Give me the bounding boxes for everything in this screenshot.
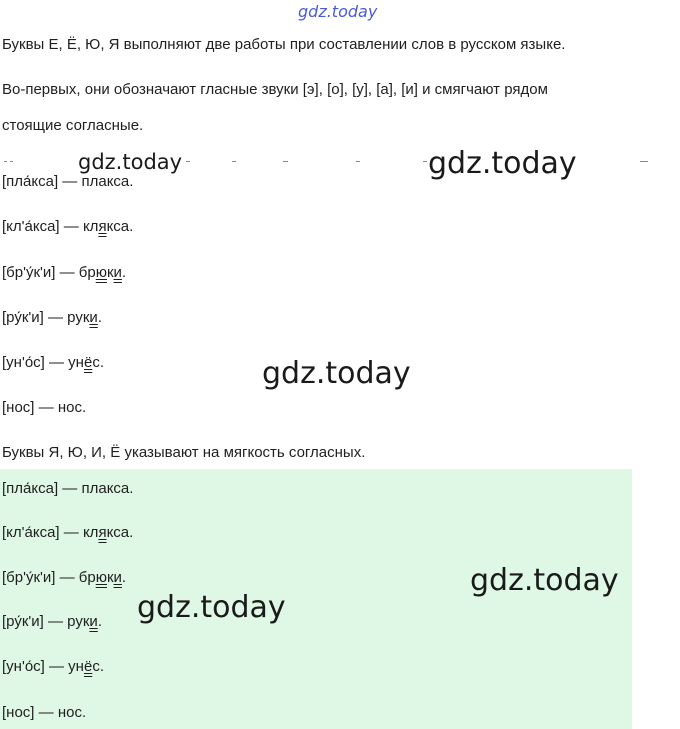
watermark: gdz.today	[137, 590, 286, 625]
dash: —	[43, 309, 68, 326]
transcription: [ун'о́с]	[2, 354, 45, 371]
dash: —	[55, 264, 79, 281]
dash: —	[59, 524, 83, 541]
intro-line-1: Буквы Е, Ё, Ю, Я выполняют две работы при составлении слов в русском языке.	[2, 36, 566, 53]
transcription: [нос]	[2, 399, 35, 416]
transcription: [ру́к'и]	[2, 309, 44, 326]
intro-line-3: стоящие согласные.	[2, 117, 144, 134]
marked-letter: и	[113, 264, 122, 281]
watermark: gdz.today	[78, 150, 183, 174]
word-part: .	[97, 309, 102, 326]
marked-letter: я	[98, 218, 107, 235]
word-part: рук	[67, 309, 90, 326]
word-part: бр	[78, 569, 96, 586]
watermark: gdz.today	[470, 563, 619, 598]
word-part: с.	[92, 658, 104, 675]
transcription: [нос]	[2, 704, 35, 721]
middle-note: Буквы Я, Ю, И, Ё указывают на мягкость согласных.	[2, 444, 366, 461]
example-row	[2, 172, 133, 192]
marked-letter: ю	[95, 264, 107, 281]
example-row	[2, 263, 126, 283]
marked-letter: ё	[83, 658, 93, 675]
transcription: [пла́кса]	[2, 173, 59, 190]
word: нос.	[57, 704, 87, 721]
word-part: ун	[68, 354, 84, 371]
answer-row	[2, 612, 102, 632]
word-part: кса.	[106, 218, 134, 235]
answer-row	[2, 523, 133, 543]
marked-letter: я	[98, 524, 107, 541]
answer-row	[2, 703, 86, 723]
answer-row	[2, 479, 133, 499]
watermark: gdz.today	[428, 146, 577, 181]
transcription: [ру́к'и]	[2, 613, 44, 630]
answer-block	[0, 469, 632, 729]
transcription: [кл'а́кса]	[2, 524, 60, 541]
word-part: .	[97, 613, 102, 630]
watermark: gdz.today	[262, 356, 411, 391]
marked-letter: и	[89, 309, 98, 326]
word-part: бр	[78, 264, 96, 281]
dash: —	[43, 613, 68, 630]
dash: —	[55, 569, 79, 586]
word-part: с.	[92, 354, 104, 371]
marked-letter: ё	[83, 354, 93, 371]
word-part: .	[121, 569, 127, 586]
word-part: .	[121, 264, 127, 281]
transcription: [бр'у́к'и]	[2, 569, 56, 586]
answer-row	[2, 657, 104, 677]
dash: —	[44, 354, 69, 371]
transcription: [бр'у́к'и]	[2, 264, 56, 281]
word-part: ун	[68, 658, 84, 675]
word-part: кса.	[106, 524, 134, 541]
marked-letter: и	[89, 613, 98, 630]
word-part: кл	[82, 218, 99, 235]
marked-letter: и	[113, 569, 122, 586]
word: плакса.	[81, 173, 134, 190]
dash: —	[34, 704, 58, 721]
word: плакса.	[81, 480, 134, 497]
site-logo[interactable]: gdz.today	[298, 2, 378, 21]
transcription: [кл'а́кса]	[2, 218, 60, 235]
word-part: к	[106, 264, 114, 281]
dash: —	[34, 399, 58, 416]
answer-row	[2, 568, 126, 588]
example-row	[2, 217, 133, 237]
word: нос.	[57, 399, 87, 416]
transcription: [ун'о́с]	[2, 658, 45, 675]
example-row	[2, 308, 102, 328]
dash: —	[44, 658, 69, 675]
transcription: [пла́кса]	[2, 480, 59, 497]
word-part: кл	[82, 524, 99, 541]
word-part: к	[106, 569, 114, 586]
word-part: рук	[67, 613, 90, 630]
marked-letter: ю	[95, 569, 107, 586]
example-row	[2, 353, 104, 373]
intro-line-2: Во-первых, они обозначают гласные звуки [э], [о], [у], [а], [и] и смягчают рядом	[2, 81, 548, 98]
dash: —	[59, 218, 83, 235]
example-row	[2, 398, 86, 418]
dash: —	[58, 173, 82, 190]
dash: —	[58, 480, 82, 497]
